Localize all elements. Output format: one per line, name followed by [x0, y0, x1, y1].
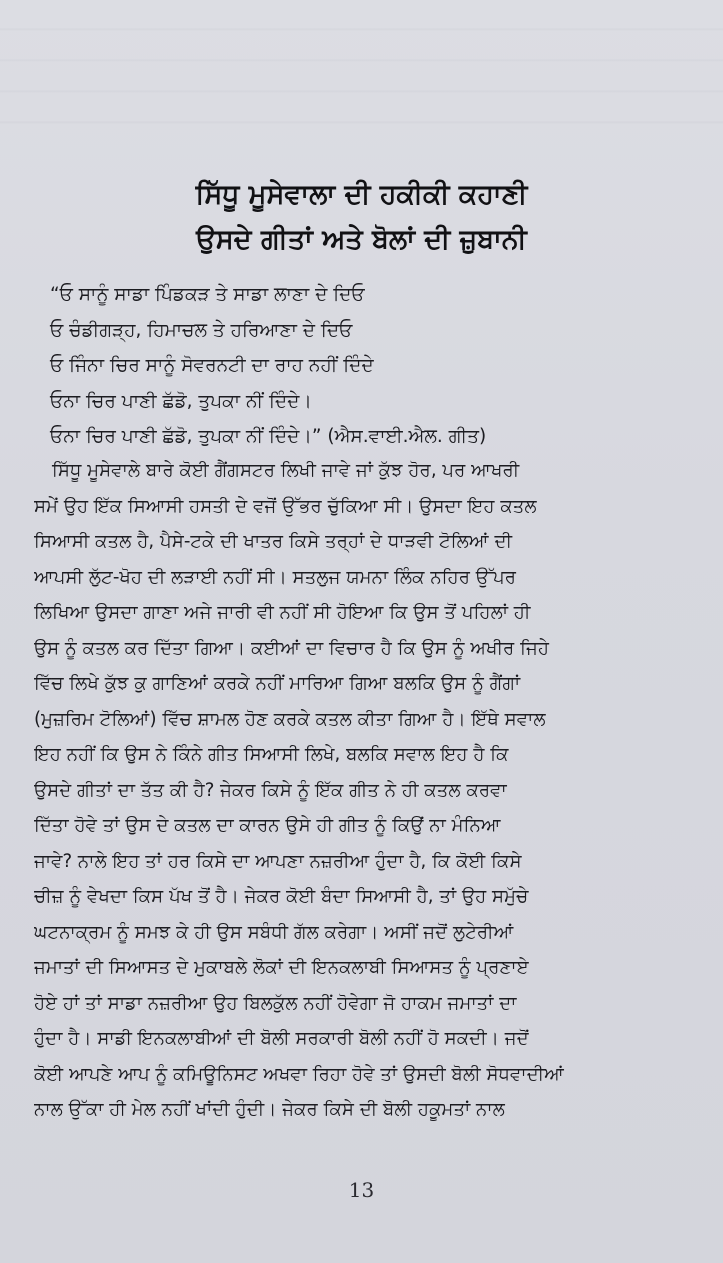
- heading-line-2: ਉਸਦੇ ਗੀਤਾਂ ਅਤੇ ਬੋਲਾਂ ਦੀ ਜ਼ੁਬਾਨੀ: [196, 224, 527, 255]
- paragraph-line: (ਮੁਜ਼ਰਿਮ ਟੋਲਿਆਂ) ਵਿੱਚ ਸ਼ਾਮਲ ਹੋਣ ਕਰਕੇ ਕਤਲ ਕੀਤਾ ਗਿਆ ਹੈ। ਇੱਥੇ ਸਵਾਲ: [34, 708, 546, 730]
- show-through-text: [0, 0, 723, 150]
- paragraph-line: ਇਹ ਨਹੀਂ ਕਿ ਉਸ ਨੇ ਕਿੰਨੇ ਗੀਤ ਸਿਆਸੀ ਲਿਖੇ, ਬਲਕਿ ਸਵਾਲ ਇਹ ਹੈ ਕਿ: [34, 744, 509, 765]
- paragraph-line: ਘਟਨਾਕ੍ਰਮ ਨੂੰ ਸਮਝ ਕੇ ਹੀ ਉਸ ਸਬੰਧੀ ਗੱਲ ਕਰੇਗਾ। ਅਸੀਂ ਜਦੋਂ ਲੁਟੇਰੀਆਂ: [34, 921, 514, 943]
- paragraph-line: ਸਿੱਧੂ ਮੂਸੇਵਾਲੇ ਬਾਰੇ ਕੋਈ ਗੈਂਗਸਟਰ ਲਿਖੀ ਜਾਵੇ ਜਾਂ ਕੁੱਝ ਹੋਰ, ਪਰ ਆਖਰੀ: [52, 460, 520, 481]
- paragraph-line: ਜਾਵੇ? ਨਾਲੇ ਇਹ ਤਾਂ ਹਰ ਕਿਸੇ ਦਾ ਆਪਣਾ ਨਜ਼ਰੀਆ ਹੁੰਦਾ ਹੈ, ਕਿ ਕੋਈ ਕਿਸੇ: [34, 850, 522, 872]
- verse-line: ਓ ਚੰਡੀਗੜ੍ਹ, ਹਿਮਾਚਲ ਤੇ ਹਰਿਆਣਾ ਦੇ ਦਿਓ: [50, 319, 353, 341]
- paragraph-line: ਜਮਾਤਾਂ ਦੀ ਸਿਆਸਤ ਦੇ ਮੁਕਾਬਲੇ ਲੋਕਾਂ ਦੀ ਇਨਕਲਾਬੀ ਸਿਆਸਤ ਨੂੰ ਪ੍ਰਣਾਏ: [34, 957, 529, 978]
- paragraph-line: ਹੁੰਦਾ ਹੈ। ਸਾਡੀ ਇਨਕਲਾਬੀਆਂ ਦੀ ਬੋਲੀ ਸਰਕਾਰੀ ਬੋਲੀ ਨਹੀਂ ਹੋ ਸਕਦੀ। ਜਦੋਂ: [34, 1028, 529, 1049]
- paragraph-line: ਚੀਜ਼ ਨੂੰ ਵੇਖਦਾ ਕਿਸ ਪੱਖ ਤੋਂ ਹੈ। ਜੇਕਰ ਕੋਈ ਬੰਦਾ ਸਿਆਸੀ ਹੈ, ਤਾਂ ਉਹ ਸਮੁੱਚੇ: [34, 886, 529, 907]
- paragraph-line: ਵਿੱਚ ਲਿਖੇ ਕੁੱਝ ਕੁ ਗਾਣਿਆਂ ਕਰਕੇ ਨਹੀਂ ਮਾਰਿਆ ਗਿਆ ਬਲਕਿ ਉਸ ਨੂੰ ਗੈਂਗਾਂ: [34, 673, 521, 694]
- verse-line: “ਓ ਸਾਨੂੰ ਸਾਡਾ ਪਿੰਡਕੜ ਤੇ ਸਾਡਾ ਲਾਣਾ ਦੇ ਦਿਓ: [50, 284, 365, 305]
- body-paragraph: [34, 453, 699, 1128]
- heading-line-1: ਸਿੱਧੂ ਮੂਸੇਵਾਲਾ ਦੀ ਹਕੀਕੀ ਕਹਾਣੀ: [195, 179, 528, 210]
- paragraph-line: ਉਸਦੇ ਗੀਤਾਂ ਦਾ ਤੱਤ ਕੀ ਹੈ? ਜੇਕਰ ਕਿਸੇ ਨੂੰ ਇੱਕ ਗੀਤ ਨੇ ਹੀ ਕਤਲ ਕਰਵਾ: [34, 779, 507, 801]
- paragraph-line: ਨਾਲ ਉੱਕਾ ਹੀ ਮੇਲ ਨਹੀਂ ਖਾਂਦੀ ਹੁੰਦੀ। ਜੇਕਰ ਕਿਸੇ ਦੀ ਬੋਲੀ ਹਕੂਮਤਾਂ ਨਾਲ: [34, 1099, 505, 1120]
- verse-line: ਓਨਾ ਚਿਰ ਪਾਣੀ ਛੱਡੋ, ਤੁਪਕਾ ਨੀਂ ਦਿੰਦੇ।” (ਐਸ.ਵਾਈ.ਐਲ. ਗੀਤ): [50, 426, 487, 447]
- page-number: 13: [348, 1178, 375, 1202]
- paragraph-line: ਸਮੇਂ ਉਹ ਇੱਕ ਸਿਆਸੀ ਹਸਤੀ ਦੇ ਵਜੋਂ ਉੱਭਰ ਚੁੱਕਿਆ ਸੀ। ਉਸਦਾ ਇਹ ਕਤਲ: [34, 495, 537, 517]
- verse-line: ਓ ਜਿੰਨਾ ਚਿਰ ਸਾਨੂੰ ਸੋਵਰਨਟੀ ਦਾ ਰਾਹ ਨਹੀਂ ਦਿੰਦੇ: [50, 355, 374, 376]
- paragraph-line: ਆਪਸੀ ਲੁੱਟ-ਖੋਹ ਦੀ ਲੜਾਈ ਨਹੀਂ ਸੀ। ਸਤਲੁਜ ਯਮਨਾ ਲਿੰਕ ਨਹਿਰ ਉੱਪਰ: [34, 566, 517, 588]
- paragraph-line: ਦਿੱਤਾ ਹੋਵੇ ਤਾਂ ਉਸ ਦੇ ਕਤਲ ਦਾ ਕਾਰਨ ਉਸੇ ਹੀ ਗੀਤ ਨੂੰ ਕਿਉਂ ਨਾ ਮੰਨਿਆ: [34, 815, 501, 836]
- paragraph-line: ਸਿਆਸੀ ਕਤਲ ਹੈ, ਪੈਸੇ-ਟਕੇ ਦੀ ਖਾਤਰ ਕਿਸੇ ਤਰ੍ਹਾਂ ਦੇ ਧਾੜਵੀ ਟੋਲਿਆਂ ਦੀ: [34, 531, 513, 552]
- song-quote: [50, 277, 690, 455]
- paragraph-line: ਹੋਏ ਹਾਂ ਤਾਂ ਸਾਡਾ ਨਜ਼ਰੀਆ ਉਹ ਬਿਲਕੁੱਲ ਨਹੀਂ ਹੋਵੇਗਾ ਜੋ ਹਾਕਮ ਜਮਾਤਾਂ ਦਾ: [34, 992, 517, 1014]
- paragraph-line: ਕੋਈ ਆਪਣੇ ਆਪ ਨੂੰ ਕਮਿਊਨਿਸਟ ਅਖਵਾ ਰਿਹਾ ਹੋਵੇ ਤਾਂ ਉਸਦੀ ਬੋਲੀ ਸੋਧਵਾਦੀਆਂ: [34, 1063, 564, 1085]
- chapter-heading: [0, 172, 723, 262]
- verse-line: ਓਨਾ ਚਿਰ ਪਾਣੀ ਛੱਡੋ, ਤੁਪਕਾ ਨੀਂ ਦਿੰਦੇ।: [50, 390, 312, 412]
- paragraph-line: ਉਸ ਨੂੰ ਕਤਲ ਕਰ ਦਿੱਤਾ ਗਿਆ। ਕਈਆਂ ਦਾ ਵਿਚਾਰ ਹੈ ਕਿ ਉਸ ਨੂੰ ਅਖੀਰ ਜਿਹੇ: [34, 637, 550, 659]
- paragraph-line: ਲਿਖਿਆ ਉਸਦਾ ਗਾਣਾ ਅਜੇ ਜਾਰੀ ਵੀ ਨਹੀਂ ਸੀ ਹੋਇਆ ਕਿ ਉਸ ਤੋਂ ਪਹਿਲਾਂ ਹੀ: [34, 602, 531, 623]
